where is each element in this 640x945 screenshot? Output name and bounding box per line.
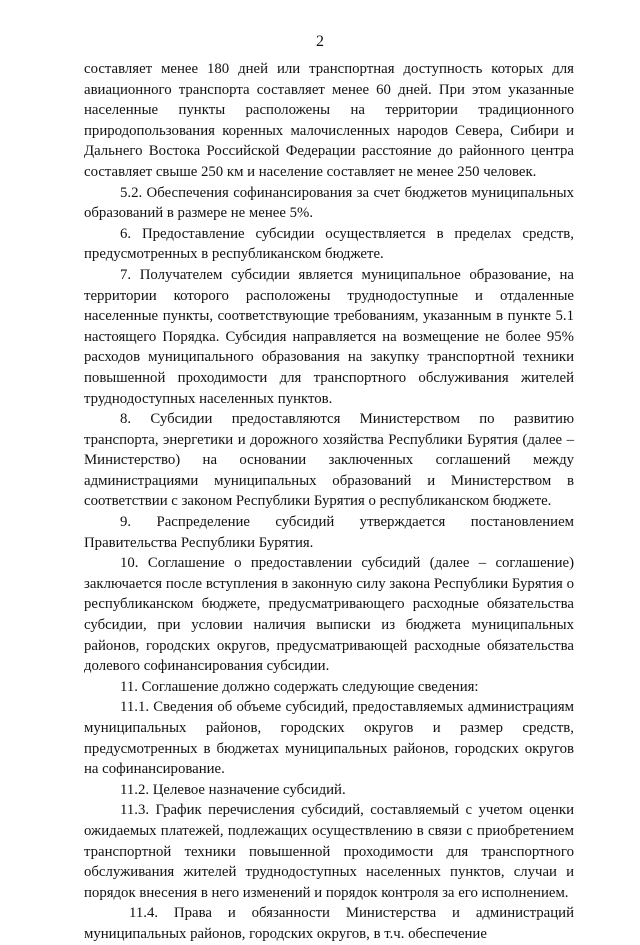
paragraph-8: 8. Субсидии предоставляются Министерством по развитию транспорта, энергетики и дорожного хозяйства Республики Бурятия (далее – Министерство) на основании заключенных соглашений между администрациями муниципальных образований и Министерством в соответствии с законом Республики Бурятия о республиканском бюджете. (84, 411, 574, 510)
paragraph-11-2: 11.2. Целевое назначение субсидий. (120, 781, 346, 798)
paragraph-7: 7. Получателем субсидии является муниципальное образование, на территории которого расположены труднодоступные и отдаленные населенные пункты, соответствующие требованиям, указанным в пункте 5.1 настоящего Порядка. Субсидия направляется на возмещение не более 95% расходов муниципального образования на закупку транспортной техники повышенной проходимости для транспортного обслуживания жителей труднодоступных населенных пунктов. (84, 266, 574, 407)
paragraph-10: 10. Соглашение о предоставлении субсидий (далее – соглашение) заключается после вступления в законную силу закона Республики Бурятия о республиканском бюджете, предусматривающего расходные обязательства субсидии, при условии наличия выписки из бюджета муниципальных районов, городских округов, предусматривающей расходные обязательства долевого софинансирования субсидии. (84, 555, 574, 675)
paragraph-11-3: 11.3. График перечисления субсидий, составляемый с учетом оценки ожидаемых платежей, подлежащих осуществлению в связи с приобретением транспортной техники повышенной проходимости для транспортного обслуживания жителей труднодоступных населенных пунктов, случаи и порядок внесения в него изменений и порядок контроля за его исполнением. (84, 802, 574, 901)
paragraph-11-4: 11.4. Права и обязанности Министерства и администраций муниципальных районов, городских округов, в т.ч. обеспечение (84, 905, 574, 942)
paragraph-6: 6. Предоставление субсидии осуществляется в пределах средств, предусмотренных в республиканском бюджете. (84, 225, 574, 263)
paragraph-11: 11. Соглашение должно содержать следующие сведения: (120, 678, 479, 695)
paragraph-5-2: 5.2. Обеспечения софинансирования за счет бюджетов муниципальных образований в размере не менее 5%. (84, 184, 574, 222)
paragraph-continuation: составляет менее 180 дней или транспортная доступность которых для авиационного транспорта составляет менее 60 дней. При этом указанные населенные пункты расположены на территории традиционного природопользования коренных малочисленных народов Севера, Сибири и Дальнего Востока Российской Федерации расстояние до районного центра составляет свыше 250 км и население составляет не менее 250 человек. (84, 61, 574, 180)
paragraph-9: 9. Распределение субсидий утверждается постановлением Правительства Республики Бурятия. (84, 514, 574, 551)
document-body (84, 59, 574, 945)
page-number: 2 (316, 33, 324, 50)
paragraph-11-1: 11.1. Сведения об объеме субсидий, предоставляемых администрациям муниципальных районов, городских округов и размер средств, предусмотренных в бюджетах муниципальных районов, городских округов на софинансирование. (84, 699, 574, 778)
